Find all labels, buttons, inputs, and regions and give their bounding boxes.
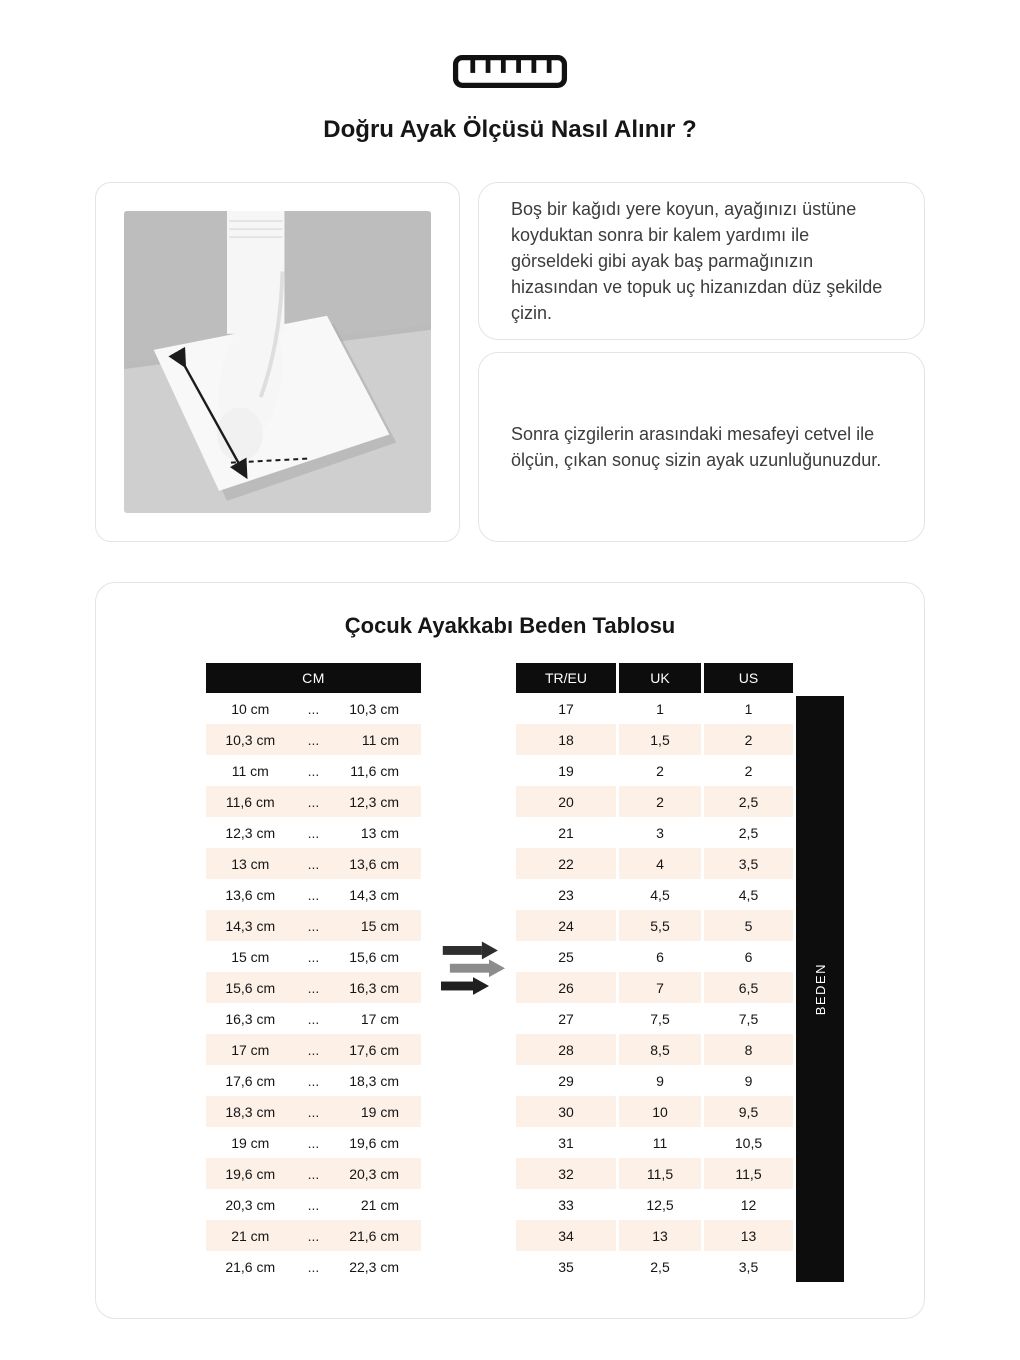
size-table-row <box>516 724 793 755</box>
cm-table-row <box>206 1003 421 1034</box>
tr-eu-size: 26 <box>516 972 616 1003</box>
size-chart-section <box>95 582 925 1319</box>
us-size: 13 <box>701 1220 793 1251</box>
measure-instructions-section <box>95 182 925 542</box>
range-separator: ... <box>307 731 320 748</box>
range-separator: ... <box>307 824 320 841</box>
tr-eu-size: 33 <box>516 1189 616 1220</box>
tr-eu-size: 18 <box>516 724 616 755</box>
range-separator: ... <box>307 1103 320 1120</box>
us-size: 3,5 <box>701 848 793 879</box>
cm-range-from: 15 cm <box>231 948 270 965</box>
size-table-row <box>516 1003 793 1034</box>
measure-photo-card <box>95 182 460 542</box>
cm-range-from: 11,6 cm <box>225 793 275 810</box>
cm-range-to: 11 cm <box>361 731 399 748</box>
range-separator: ... <box>307 1072 320 1089</box>
us-size: 2,5 <box>701 817 793 848</box>
uk-size: 1 <box>616 693 701 724</box>
cm-range-from: 13 cm <box>231 855 270 872</box>
cm-range-from: 12,3 cm <box>225 824 276 841</box>
page-title: Doğru Ayak Ölçüsü Nasıl Alınır ? <box>323 116 697 143</box>
cm-range-from: 10 cm <box>231 700 270 717</box>
tr-eu-size: 20 <box>516 786 616 817</box>
cm-range-to: 13 cm <box>360 824 399 841</box>
cm-range-from: 18,3 cm <box>225 1103 276 1120</box>
cm-table-row <box>206 972 421 1003</box>
cm-table-row <box>206 910 421 941</box>
cm-range-to: 13,6 cm <box>349 855 399 872</box>
uk-size: 2 <box>616 786 701 817</box>
us-size: 3,5 <box>701 1251 793 1282</box>
tr-eu-size: 31 <box>516 1127 616 1158</box>
cm-range-to: 12,3 cm <box>349 793 399 810</box>
size-table-row <box>516 755 793 786</box>
uk-size: 3 <box>616 817 701 848</box>
uk-size: 7 <box>616 972 701 1003</box>
size-table-row <box>516 1158 793 1189</box>
cm-range-to: 21,6 cm <box>349 1227 399 1244</box>
tr-eu-header: TR/EU <box>516 663 616 693</box>
cm-table-row <box>206 1096 421 1127</box>
uk-header: UK <box>616 663 701 693</box>
cm-range-from: 10,3 cm <box>225 731 276 748</box>
cm-range-from: 21 cm <box>231 1227 270 1244</box>
cm-range-from: 19 cm <box>231 1134 270 1151</box>
tr-eu-size: 27 <box>516 1003 616 1034</box>
beden-side-label: BEDEN <box>812 962 828 1016</box>
us-size: 7,5 <box>701 1003 793 1034</box>
tr-eu-size: 23 <box>516 879 616 910</box>
cm-range-to: 17,6 cm <box>349 1041 399 1058</box>
conversion-arrows-icon <box>441 939 505 1006</box>
size-table-row <box>516 1189 793 1220</box>
range-separator: ... <box>307 1227 320 1244</box>
uk-size: 4 <box>616 848 701 879</box>
cm-range-to: 14,3 cm <box>349 886 399 903</box>
cm-range-from: 16,3 cm <box>225 1010 276 1027</box>
us-size: 6 <box>701 941 793 972</box>
range-separator: ... <box>307 1041 320 1058</box>
cm-table-row <box>206 941 421 972</box>
us-size: 9,5 <box>701 1096 793 1127</box>
uk-size: 11,5 <box>616 1158 701 1189</box>
size-table-row <box>516 1096 793 1127</box>
uk-size: 2,5 <box>616 1251 701 1282</box>
uk-size: 5,5 <box>616 910 701 941</box>
instruction-step-2 <box>478 352 925 542</box>
uk-size: 8,5 <box>616 1034 701 1065</box>
tr-eu-size: 28 <box>516 1034 616 1065</box>
size-table-group <box>516 663 844 1282</box>
instruction-step-2-text: Sonra çizgilerin arasındaki mesafeyi cetvel ile ölçün, çıkan sonuç sizin ayak uzunluğunuzdur. <box>511 423 882 470</box>
uk-size: 11 <box>616 1127 701 1158</box>
cm-table-row <box>206 1220 421 1251</box>
size-chart-title: Çocuk Ayakkabı Beden Tablosu <box>344 613 676 638</box>
cm-range-from: 15,6 cm <box>225 979 276 996</box>
tr-eu-size: 21 <box>516 817 616 848</box>
uk-size: 6 <box>616 941 701 972</box>
cm-range-to: 11,6 cm <box>350 762 399 779</box>
range-separator: ... <box>307 1010 320 1027</box>
cm-table-header: CM <box>206 663 421 693</box>
cm-table-row <box>206 1034 421 1065</box>
range-separator: ... <box>307 700 320 717</box>
us-size: 4,5 <box>701 879 793 910</box>
uk-size: 10 <box>616 1096 701 1127</box>
size-table-row <box>516 1251 793 1282</box>
size-table-row <box>516 972 793 1003</box>
range-separator: ... <box>307 855 320 872</box>
cm-table-row <box>206 1189 421 1220</box>
ruler-icon <box>0 50 1020 92</box>
tr-eu-size: 32 <box>516 1158 616 1189</box>
us-size: 2,5 <box>701 786 793 817</box>
size-table-row <box>516 786 793 817</box>
cm-range-to: 19,6 cm <box>349 1134 399 1151</box>
tr-eu-size: 25 <box>516 941 616 972</box>
range-separator: ... <box>307 886 320 903</box>
us-size: 5 <box>701 910 793 941</box>
us-size: 1 <box>701 693 793 724</box>
cm-table <box>206 663 421 1282</box>
uk-size: 4,5 <box>616 879 701 910</box>
size-table-row <box>516 1034 793 1065</box>
cm-range-to: 10,3 cm <box>349 700 399 717</box>
size-table-row <box>516 1127 793 1158</box>
cm-table-row <box>206 1127 421 1158</box>
range-separator: ... <box>307 917 320 934</box>
uk-size: 7,5 <box>616 1003 701 1034</box>
size-table-row <box>516 1065 793 1096</box>
tr-eu-size: 19 <box>516 755 616 786</box>
size-table-body <box>516 693 793 1282</box>
cm-table-row <box>206 817 421 848</box>
range-separator: ... <box>307 1134 320 1151</box>
cm-range-from: 21,6 cm <box>225 1258 276 1275</box>
range-separator: ... <box>307 948 320 965</box>
tr-eu-size: 17 <box>516 693 616 724</box>
uk-size: 9 <box>616 1065 701 1096</box>
range-separator: ... <box>307 793 320 810</box>
size-table-row <box>516 1220 793 1251</box>
size-table-row <box>516 941 793 972</box>
cm-range-to: 20,3 cm <box>349 1165 399 1182</box>
us-size: 2 <box>701 724 793 755</box>
cm-table-row <box>206 1065 421 1096</box>
us-size: 6,5 <box>701 972 793 1003</box>
tr-eu-size: 22 <box>516 848 616 879</box>
cm-range-from: 19,6 cm <box>225 1165 276 1182</box>
cm-range-from: 17 cm <box>231 1041 270 1058</box>
tr-eu-size: 34 <box>516 1220 616 1251</box>
cm-table-row <box>206 879 421 910</box>
cm-table-row <box>206 693 421 724</box>
cm-range-from: 14,3 cm <box>225 917 276 934</box>
cm-range-to: 22,3 cm <box>349 1258 399 1275</box>
us-size: 8 <box>701 1034 793 1065</box>
size-table-header <box>516 663 793 693</box>
cm-range-from: 13,6 cm <box>225 886 276 903</box>
tr-eu-size: 24 <box>516 910 616 941</box>
uk-size: 12,5 <box>616 1189 701 1220</box>
tr-eu-size: 30 <box>516 1096 616 1127</box>
foot-on-paper-photo <box>124 211 431 513</box>
us-header: US <box>701 663 793 693</box>
cm-table-row <box>206 848 421 879</box>
cm-range-to: 17 cm <box>360 1010 399 1027</box>
us-size: 11,5 <box>701 1158 793 1189</box>
cm-range-to: 15,6 cm <box>349 948 399 965</box>
page-header <box>0 0 1020 144</box>
uk-size: 1,5 <box>616 724 701 755</box>
range-separator: ... <box>307 762 320 779</box>
tr-eu-size: 29 <box>516 1065 616 1096</box>
size-table-row <box>516 848 793 879</box>
cm-table-row <box>206 786 421 817</box>
instruction-steps <box>478 182 925 542</box>
size-table-row <box>516 817 793 848</box>
size-chart-tables <box>96 663 924 1282</box>
size-table-row <box>516 879 793 910</box>
cm-range-to: 15 cm <box>360 917 399 934</box>
range-separator: ... <box>307 1165 320 1182</box>
cm-table-body <box>206 693 421 1282</box>
size-table-row <box>516 910 793 941</box>
cm-table-row <box>206 755 421 786</box>
cm-range-from: 20,3 cm <box>225 1196 276 1213</box>
cm-range-to: 18,3 cm <box>349 1072 399 1089</box>
tr-eu-size: 35 <box>516 1251 616 1282</box>
uk-size: 13 <box>616 1220 701 1251</box>
range-separator: ... <box>307 979 320 996</box>
range-separator: ... <box>307 1196 320 1213</box>
cm-range-to: 21 cm <box>360 1196 399 1213</box>
cm-range-from: 17,6 cm <box>225 1072 276 1089</box>
beden-side-bar <box>796 696 844 1282</box>
us-size: 10,5 <box>701 1127 793 1158</box>
instruction-step-1-text: Boş bir kağıdı yere koyun, ayağınızı üstüne koyduktan sonra bir kalem yardımı ile görseldeki gibi ayak baş parmağınızın hizasından ve topuk uç hizanızdan düz şekilde çizin. <box>511 198 883 324</box>
instruction-step-1 <box>478 182 925 340</box>
cm-range-to: 19 cm <box>360 1103 399 1120</box>
us-size: 2 <box>701 755 793 786</box>
cm-table-row <box>206 1251 421 1282</box>
uk-size: 2 <box>616 755 701 786</box>
size-table <box>516 663 793 1282</box>
cm-range-from: 11 cm <box>231 762 269 779</box>
cm-range-to: 16,3 cm <box>349 979 399 996</box>
range-separator: ... <box>307 1258 320 1275</box>
cm-table-row <box>206 724 421 755</box>
us-size: 9 <box>701 1065 793 1096</box>
size-table-row <box>516 693 793 724</box>
cm-table-row <box>206 1158 421 1189</box>
us-size: 12 <box>701 1189 793 1220</box>
